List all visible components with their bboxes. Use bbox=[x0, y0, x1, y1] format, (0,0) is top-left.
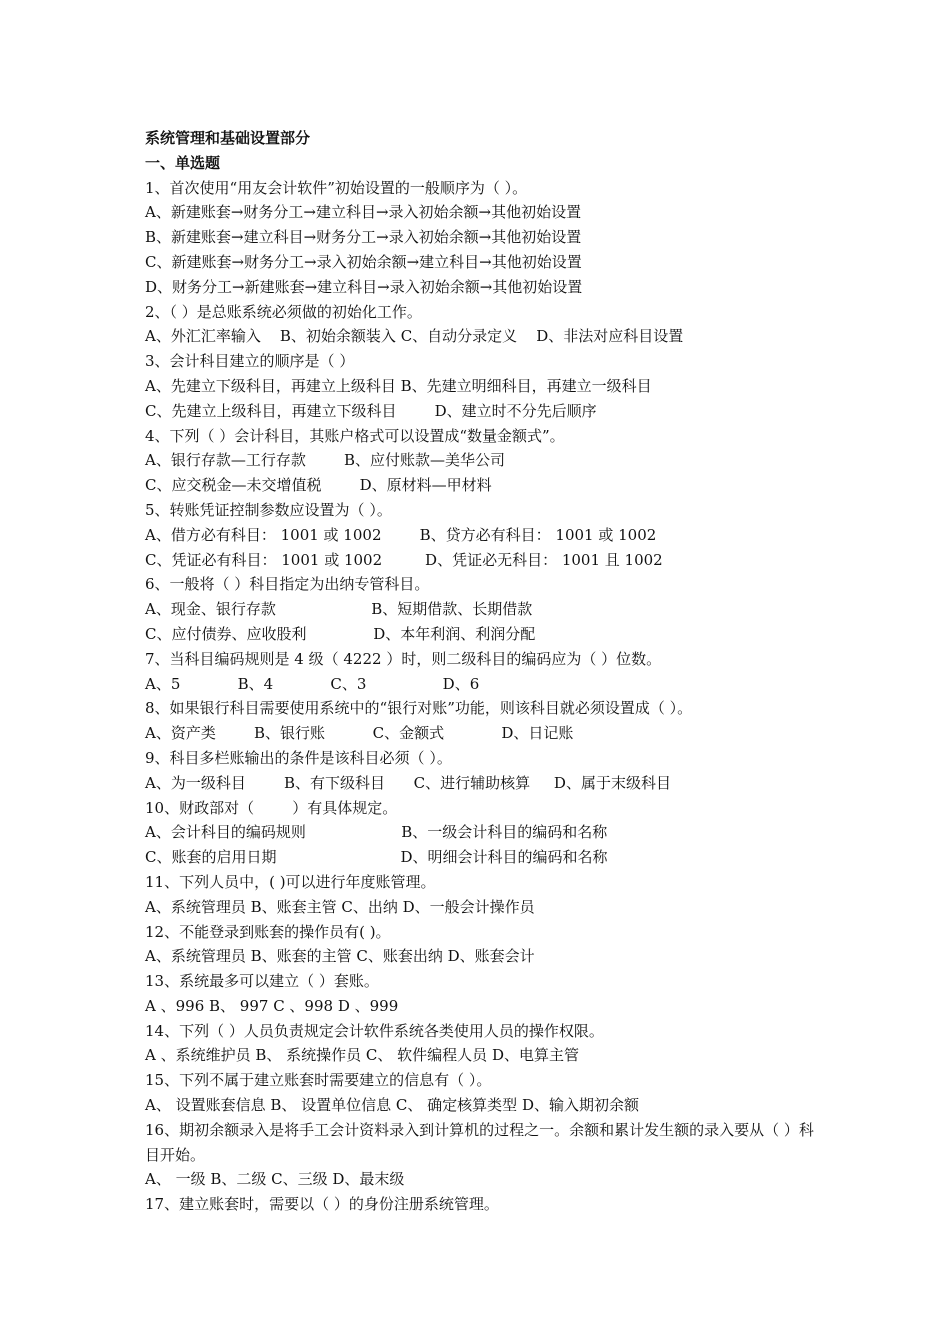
question-17: 17、建立账套时，需要以（ ）的身份注册系统管理。 bbox=[145, 1195, 499, 1214]
question-14: 14、下列（ ）人员负责规定会计软件系统各类使用人员的操作权限。 bbox=[145, 1021, 604, 1040]
question-12: 12、不能登录到账套的操作员有( )。 bbox=[145, 922, 391, 941]
question-1-option-a: A、新建账套→财务分工→建立科目→录入初始余额→其他初始设置 bbox=[145, 203, 582, 222]
question-12-options: A、系统管理员 B、账套的主管 C、账套出纳 D、账套会计 bbox=[145, 947, 535, 966]
question-11-options: A、系统管理员 B、账套主管 C、出纳 D、一般会计操作员 bbox=[145, 897, 535, 916]
question-15: 15、下列不属于建立账套时需要建立的信息有（ ）。 bbox=[145, 1071, 492, 1090]
question-10: 10、财政部对（ ）有具体规定。 bbox=[145, 798, 398, 817]
question-1-option-c: C、新建账套→财务分工→录入初始余额→建立科目→其他初始设置 bbox=[145, 252, 582, 271]
question-4-options-ab: A、银行存款—工行存款 B、应付账款—美华公司 bbox=[145, 451, 506, 470]
question-13: 13、系统最多可以建立（ ）套账。 bbox=[145, 972, 379, 991]
question-6-options-ab: A、现金、银行存款 B、短期借款、长期借款 bbox=[145, 600, 533, 619]
question-7: 7、当科目编码规则是 4 级（ 4222 ）时，则二级科目的编码应为（ ）位数。 bbox=[145, 649, 662, 668]
question-2-options: A、外汇汇率输入 B、初始余额装入 C、自动分录定义 D、非法对应科目设置 bbox=[145, 327, 684, 346]
question-3: 3、会计科目建立的顺序是（ ） bbox=[145, 352, 355, 371]
question-6-options-cd: C、应付债券、应收股利 D、本年利润、利润分配 bbox=[145, 624, 536, 643]
question-9-options: A、为一级科目 B、有下级科目 C、进行辅助核算 D、属于末级科目 bbox=[145, 773, 671, 792]
question-7-options: A、5 B、4 C、3 D、6 bbox=[145, 674, 480, 693]
question-13-options: A 、996 B、 997 C 、998 D 、999 bbox=[145, 996, 399, 1015]
question-4: 4、下列（ ）会计科目，其账户格式可以设置成“数量金额式”。 bbox=[145, 426, 565, 445]
question-5-options-ab: A、借方必有科目： 1001 或 1002 B、贷方必有科目： 1001 或 1002 bbox=[145, 525, 657, 544]
document-title: 系统管理和基础设置部分 bbox=[145, 129, 311, 147]
question-3-options-ab: A、先建立下级科目，再建立上级科目 B、先建立明细科目，再建立一级科目 bbox=[145, 376, 652, 395]
question-1-option-b: B、新建账套→建立科目→财务分工→录入初始余额→其他初始设置 bbox=[145, 228, 582, 247]
question-5-options-cd: C、凭证必有科目： 1001 或 1002 D、凭证必无科目： 1001 且 1002 bbox=[145, 550, 663, 569]
question-1: 1、首次使用“用友会计软件”初始设置的一般顺序为（ ）。 bbox=[145, 178, 528, 197]
question-8: 8、如果银行科目需要使用系统中的“银行对账”功能，则该科目就必须设置成（ ）。 bbox=[145, 699, 693, 718]
section-heading: 一、单选题 bbox=[145, 153, 221, 172]
question-4-options-cd: C、应交税金—未交增值税 D、原材料—甲材料 bbox=[145, 476, 492, 495]
question-5: 5、转账凭证控制参数应设置为（ ）。 bbox=[145, 500, 392, 519]
document-body bbox=[145, 126, 825, 1217]
question-3-options-cd: C、先建立上级科目，再建立下级科目 D、建立时不分先后顺序 bbox=[145, 401, 597, 420]
question-11: 11、下列人员中，( )可以进行年度账管理。 bbox=[145, 872, 436, 891]
question-2: 2、（ ）是总账系统必须做的初始化工作。 bbox=[145, 302, 422, 321]
question-14-options: A 、系统维护员 B、 系统操作员 C、 软件编程人员 D、电算主管 bbox=[145, 1046, 579, 1065]
question-8-options: A、资产类 B、银行账 C、金额式 D、日记账 bbox=[145, 724, 574, 743]
question-10-options-cd: C、账套的启用日期 D、明细会计科目的编码和名称 bbox=[145, 848, 608, 867]
question-16-options: A、 一级 B、二级 C、三级 D、最末级 bbox=[145, 1170, 405, 1189]
question-1-option-d: D、财务分工→新建账套→建立科目→录入初始余额→其他初始设置 bbox=[145, 277, 583, 296]
question-16: 16、期初余额录入是将手工会计资料录入到计算机的过程之一。余额和累计发生额的录入要从（ ）科目开始。 bbox=[145, 1120, 814, 1164]
question-15-options: A、 设置账套信息 B、 设置单位信息 C、 确定核算类型 D、输入期初余额 bbox=[145, 1096, 639, 1115]
question-9: 9、科目多栏账输出的条件是该科目必须（ ）。 bbox=[145, 748, 452, 767]
question-6: 6、一般将（ ）科目指定为出纳专管科目。 bbox=[145, 575, 430, 594]
question-10-options-ab: A、会计科目的编码规则 B、一级会计科目的编码和名称 bbox=[145, 823, 608, 842]
